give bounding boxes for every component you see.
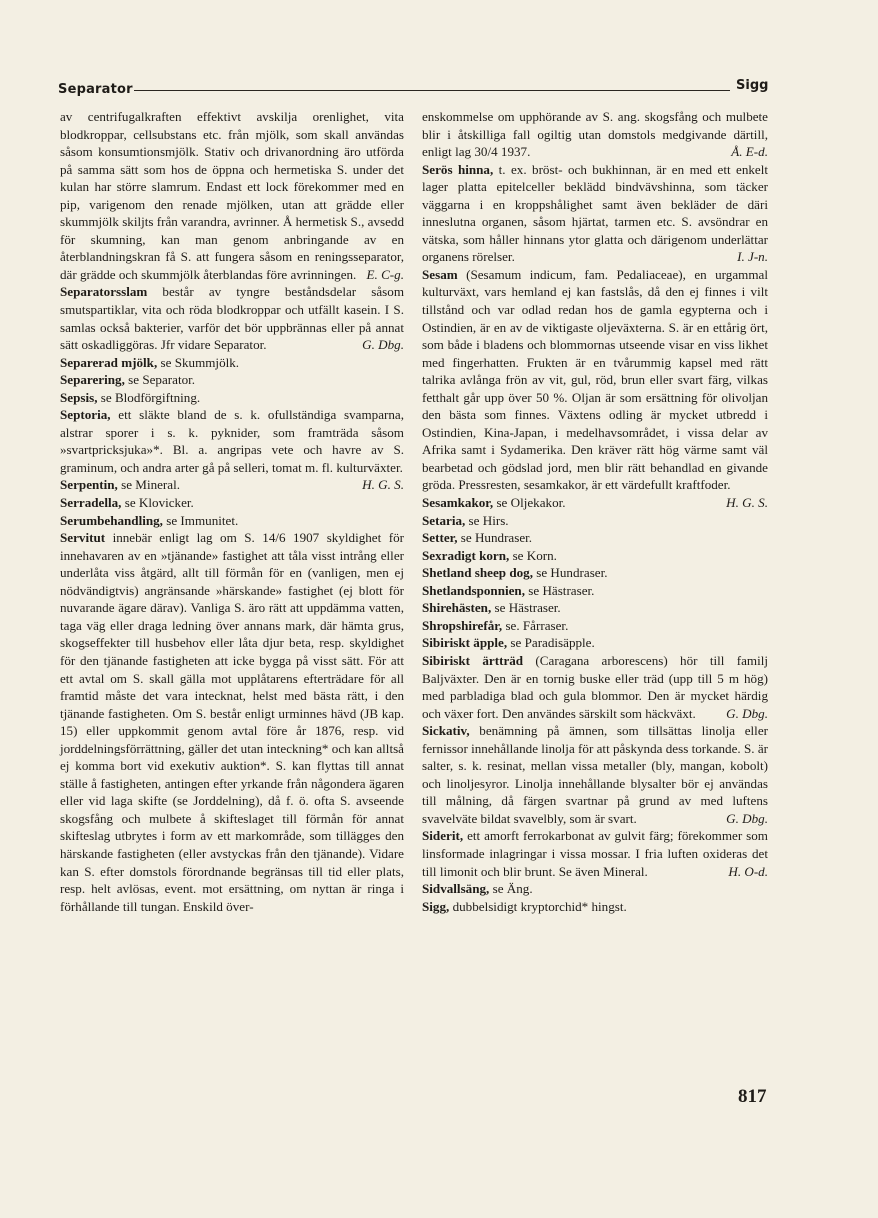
headword: Shropshirefår, xyxy=(422,617,503,633)
headword: Servitut xyxy=(60,530,106,546)
entry-text: se Oljekakor. xyxy=(493,495,566,511)
headword: Sesam xyxy=(422,266,458,282)
entry-text: se Korn. xyxy=(509,547,557,563)
entry-text: se Hundraser. xyxy=(532,565,608,581)
headword: Separatorsslam xyxy=(60,284,148,300)
headword: Sexradigt korn, xyxy=(422,547,510,563)
headword: Septoria, xyxy=(60,407,111,423)
entry-paragraph xyxy=(60,108,404,283)
entry-sigg xyxy=(422,898,768,916)
page-number: 817 xyxy=(738,1086,767,1107)
entry-text: (Sesamum indicum, fam. Pedaliaceae), en urgammal kulturväxt, vars hemland ej kan fastslås, då den ej finnes i vilt tillstånd och var odlad redan hos de gamla egypterna och i Ostindien, är en av de viktigaste oljeväxterna. S. är en ettårig ört, som både i bladens och blommornas utseende visar en viss likhet med fingerhatten. Frukten är en tvårummig kapsel med rätt talrika avlånga frön av vit, gul, röd, brun eller svart färg, vilkas fetthalt går upp över 50 %. Oljan är som ersättning för olivoljan den bästa som finnes. Växtens odling är mycket utbredd i Ostindien, Kina-Japan, i medelhavsområdet, i vissa delar av Afrika samt i Sydamerika. Den kräver rätt hög värme samt väl bearbetad och gödslad jord, men blir rätt behandlad en givande gröda. Pressresten, sesamkakor, är ett värdefullt kraftfoder. xyxy=(422,266,768,493)
author-signature: H. O-d. xyxy=(728,863,768,879)
headword: Shetlandsponnien, xyxy=(422,582,525,598)
right-column xyxy=(422,108,768,915)
entry-sibiriskt-arttrad xyxy=(422,652,768,722)
entry-text: se Äng. xyxy=(489,881,533,897)
entry-serradella xyxy=(60,494,404,512)
entry-text: se. Fårraser. xyxy=(502,617,569,633)
entry-serumbehandling xyxy=(60,512,404,530)
entry-sidvallsang xyxy=(422,880,768,898)
entry-text: se Hirs. xyxy=(465,512,509,528)
entry-setter xyxy=(422,529,768,547)
author-signature: H. G. S. xyxy=(362,477,404,493)
headword: Separerad mjölk, xyxy=(60,354,158,370)
entry-text: se Hästraser. xyxy=(524,582,595,598)
entry-text: (Caragana arborescens) hör till familj Baljväxter. Den är en tornig buske eller träd (upp till 5 m hög) med parbladiga blad och gula blommor. Den är mycket härdig och växer fort. Den användes särskilt som häckväxt. xyxy=(422,652,768,721)
headword: Serpentin, xyxy=(60,477,118,493)
headword: Serradella, xyxy=(60,495,122,511)
entry-text: se Immunitet. xyxy=(162,512,239,528)
entry-text: enskommelse om upphörande av S. ang. skogsfång och mulbete blir i åtskilliga fall ogiltig utan domstols medgivande därtill, enligt lag 30/4 1937. xyxy=(422,109,768,160)
headword: Sibiriskt ärtträd xyxy=(422,652,524,668)
entry-serpentin xyxy=(60,476,404,494)
entry-separering xyxy=(60,371,404,389)
entry-text: se Hundraser. xyxy=(457,530,533,546)
entry-sibiriskt-apple xyxy=(422,634,768,652)
running-head-right: Sigg xyxy=(736,78,769,93)
entry-sepsis xyxy=(60,389,404,407)
entry-text: se Separator. xyxy=(124,372,196,388)
entry-setaria xyxy=(422,512,768,530)
headword: Shirehästen, xyxy=(422,600,492,616)
headword: Setter, xyxy=(422,530,458,546)
headword: Sesamkakor, xyxy=(422,495,494,511)
left-column xyxy=(60,108,404,915)
entry-shetland-sheep-dog xyxy=(422,564,768,582)
entry-text: t. ex. bröst- och bukhinnan, är en med ett enkelt lager platta epitelceller beklädd bindvävshinna, som täcker väggarna i en kroppshålighet samt även bekläder de däri inneslutna organen, såsom hjärtat, tarmen etc. S. avsöndrar en vätska, som håller hinnans ytor glatta och därigenom underlättar organens rörelser. xyxy=(422,161,768,265)
entry-shetlandsponnien xyxy=(422,582,768,600)
entry-text: benämning på ämnen, som tillsättas linolja eller fernissor innehållande linolja för att påskynda dess torkande. S. är salter, s. k. resinat, mellan vissa metaller (bly, mangan, kobolt) och linoljesyror. Linolja innehållande blysalter bör ej användas till målning, då färgen svartnar på grund av med luftens svavelväte bildat svavelbly, som är svart. xyxy=(422,723,768,826)
author-signature: G. Dbg. xyxy=(362,337,404,353)
entry-servitut xyxy=(60,529,404,915)
entry-shropshirefar xyxy=(422,617,768,635)
author-signature: Å. E-d. xyxy=(731,144,768,160)
entry-text: innebär enligt lag om S. 14/6 1907 skyldighet för innehavaren av en »tjänande» fastighet att tåla visst intrång eller underlåta viss åtgärd, allt till förmån för en (vanligen, men ej nödvändigtvis) angränsande »härskande» fastighet (ej blott för nuvarande ägare därav). Vanliga S. äro rätt att uppdämma vatten, taga väg eller draga ledning över annans mark, där hämta grus, skogseffekter till husbehov eller låta djur beta, resp. skyldighet för den tjänande fastigheten att icke bygga på visst sätt. För att ett avtal om S. skall gälla mot upplåtarens efterträdare för all framtid måste det vara intecknat, helst med bästa rätt, i den tjänande fastigheten. Om S. består enligt urminnes hävd (JB kap. 15) eller uppkommit genom avtal före år 1876, resp. vid jorddelningsförrättning, gäller det utan inteckning* och kan alltså ej komma bort vid exekutiv auktion*. S. kan flyttas till annat ställe å fastigheten, antingen efter yrkande från någondera ägaren eller vid laga skifte (se Jorddelning), då f. ö. ofta S. avseende skogsfång och mulbete å skifteslaget till förmån för annat skifteslag utbrytes i form av ett markområde, som tillägges den härskande fastigheten (eller avstyckas från den tjänande). Vidare kan S. efter domstols förordnande begränsas till tid eller plats, resp. helt avlösas, event. mot ersättning, om nyttan är ringa i förhållande till tungan. Enskild över- xyxy=(60,530,404,914)
entry-sesamkakor xyxy=(422,494,768,512)
headword: Sibiriskt äpple, xyxy=(422,635,508,651)
entry-text: se Blodförgiftning. xyxy=(97,389,201,405)
entry-text: se Mineral. xyxy=(117,477,181,493)
entry-text: ett släkte bland de s. k. ofullständiga svamparna, alstrar sporer i s. k. pyknider, som framträda såsom »svartpricksjuka»*. Bl. a. angripas vete och havre av S. graminum, och andra arter gå på selleri, tomat m. fl. kulturväxter. xyxy=(60,407,404,475)
author-signature: G. Dbg. xyxy=(726,810,768,826)
headword: Separering, xyxy=(60,372,125,388)
entry-continuation xyxy=(422,108,768,161)
header-rule xyxy=(134,90,730,91)
headword: Serös hinna, xyxy=(422,161,494,177)
entry-text: se Skummjölk. xyxy=(157,354,240,370)
entry-text: dubbelsidigt kryptorchid* hingst. xyxy=(449,898,627,914)
entry-text: se Hästraser. xyxy=(491,600,561,616)
headword: Sickativ, xyxy=(422,723,470,739)
entry-text: består av tyngre beståndsdelar såsom smutspartiklar, vita och röda blodkroppar och utfällt kasein. I S. samlas också bakterier, varför det bör uppbrännas eller på annat sätt oskadliggöras. Jfr vidare Separator. xyxy=(60,284,404,353)
entry-text: av centrifugalkraften effektivt avskilja orenlighet, vita blodkroppar, cellsubstans etc. från mjölk, som skall användas såsom konsumtionsmjölk. Stativ och drivanordning äro utförda på samma sätt som hos de öppna och hermetiska S. under det kulan har större slamrum. Endast ett lock förekommer med en pip, varigenom den renade mjölken, utan att grädde eller skummjölk skiljts från varandra, avrinner. Å hermetisk S., avsedd för skumning, kan man genom anbringande av en återblandningskran få S. att fungera såsom en reningsseparator, där grädde och skummjölk återblandas före avrinningen. xyxy=(60,109,405,282)
entry-sickativ xyxy=(422,722,768,827)
author-signature: I. J-n. xyxy=(737,249,768,265)
entry-separerad-mjolk xyxy=(60,354,404,372)
entry-text: ett amorft ferrokarbonat av gulvit färg; förekommer som linsformade inlagringar i vissa mossar. I fria luften oxideras det till limonit och blir brunt. Se även Mineral. xyxy=(422,828,768,879)
headword: Sigg, xyxy=(422,898,450,914)
headword: Setaria, xyxy=(422,512,466,528)
headword: Siderit, xyxy=(422,828,464,844)
headword: Sepsis, xyxy=(60,389,98,405)
entry-shirehasten xyxy=(422,599,768,617)
running-head-left: Separator xyxy=(58,82,133,97)
entry-sexradigt-korn xyxy=(422,547,768,565)
author-signature: H. G. S. xyxy=(726,495,768,511)
author-signature: E. C-g. xyxy=(366,266,404,282)
entry-text: se Paradisäpple. xyxy=(507,635,595,651)
entry-separatorsslam xyxy=(60,283,404,353)
author-signature: G. Dbg. xyxy=(726,705,768,721)
headword: Sidvallsäng, xyxy=(422,881,490,897)
headword: Shetland sheep dog, xyxy=(422,565,533,581)
entry-text: se Klovicker. xyxy=(121,495,194,511)
entry-seros-hinna xyxy=(422,161,768,266)
entry-siderit xyxy=(422,827,768,880)
headword: Serumbehandling, xyxy=(60,512,163,528)
